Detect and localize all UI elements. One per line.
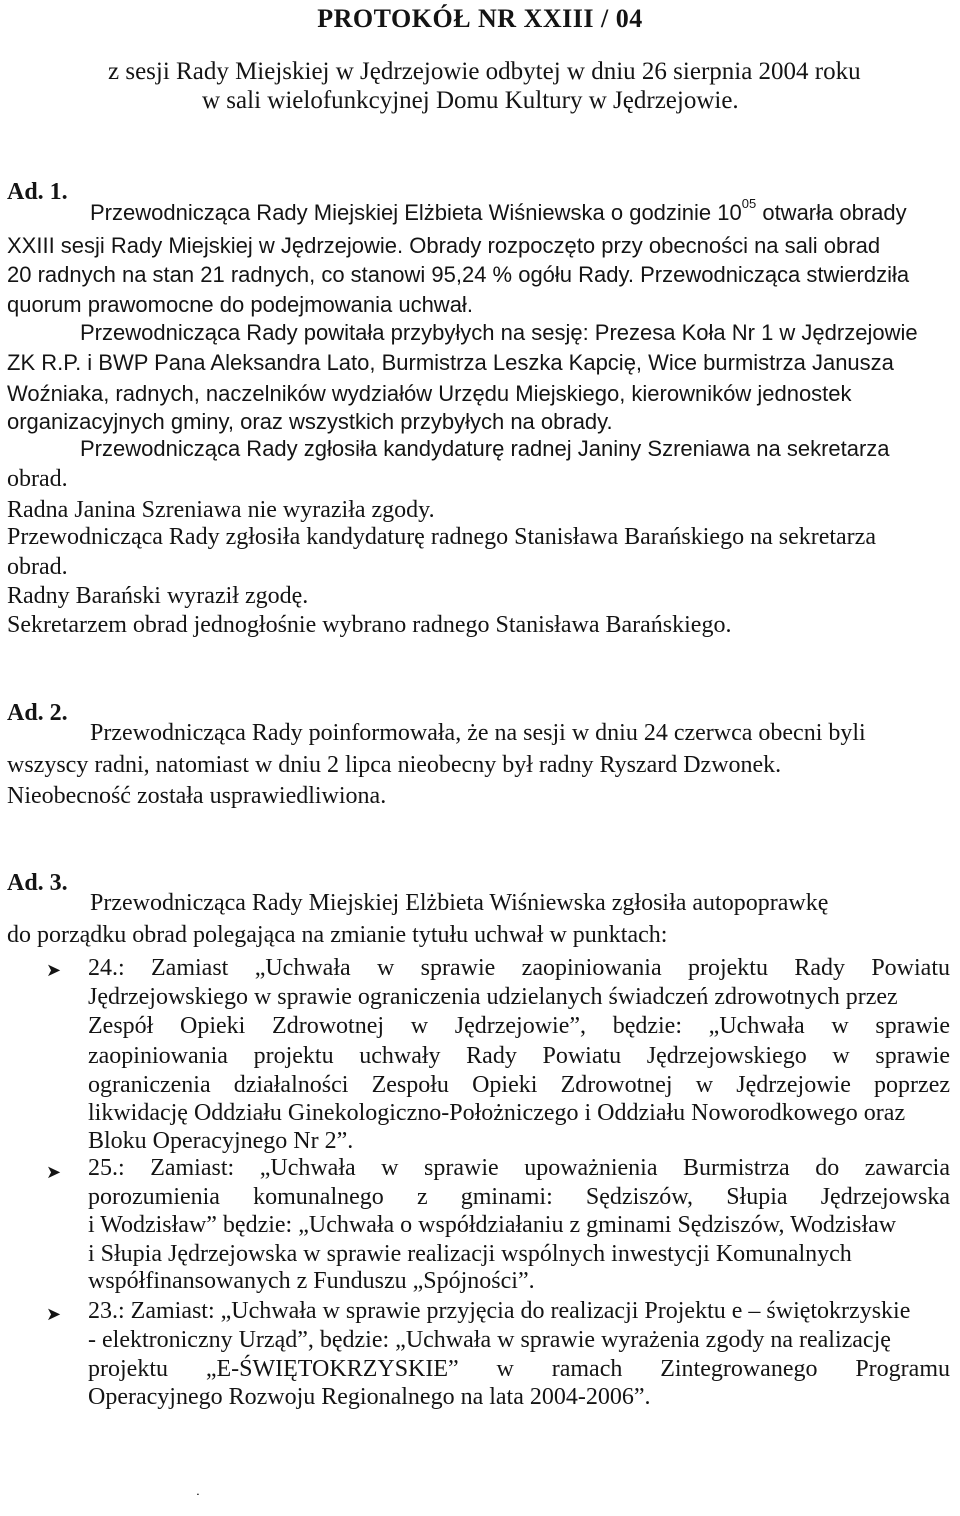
ad3-item-24-text: 24.: Zamiast „Uchwała w sprawie zaopiniowania projektu Rady Powiatu bbox=[88, 955, 950, 981]
ad1-line: Przewodnicząca Rady zgłosiła kandydaturę radnej Janiny Szreniawa na sekretarza bbox=[80, 436, 890, 461]
ad1-line: Przewodnicząca Rady zgłosiła kandydaturę radnego Stanisława Barańskiego na sekretarza bbox=[7, 524, 876, 550]
ad2-line: wszyscy radni, natomiast w dniu 2 lipca nieobecny był radny Ryszard Dzwonek. bbox=[7, 752, 782, 778]
ad3-item-23-line: - elektroniczny Urząd”, będzie: „Uchwała w sprawie wyrażenia zgody na realizację bbox=[88, 1327, 891, 1353]
ad3-item-23-line: Operacyjnego Rozwoju Regionalnego na lata 2004-2006”. bbox=[88, 1384, 651, 1410]
ad1-line: Woźniaka, radnych, naczelników wydziałów Urzędu Miejskiego, kierowników jednostek bbox=[7, 381, 852, 406]
ad3-item-25-line: współfinansowanych z Funduszu „Spójności”. bbox=[88, 1268, 535, 1294]
ad1-line-1-end: otwarła obrady bbox=[756, 200, 907, 225]
ad3-item-23-line bbox=[88, 1356, 950, 1383]
ad1-line: Radny Barański wyraził zgodę. bbox=[7, 583, 309, 609]
ad1-line: Radna Janina Szreniawa nie wyraziła zgody. bbox=[7, 497, 435, 523]
ad1-line: organizacyjnych gminy, oraz wszystkich przybyłych na obrady. bbox=[7, 409, 613, 434]
ad2-line: Przewodnicząca Rady poinformowała, że na sesji w dniu 24 czerwca obecni byli bbox=[90, 720, 866, 746]
ad3-item-24-line: Bloku Operacyjnego Nr 2”. bbox=[88, 1128, 354, 1154]
ad3-item-23-line: 23.: Zamiast: „Uchwała w sprawie przyjęcia do realizacji Projektu e – świętokrzyskie bbox=[88, 1298, 911, 1324]
ad1-line: quorum prawomocne do podejmowania uchwał. bbox=[7, 292, 473, 317]
ad3-item-24-text: ograniczenia działalności Zespołu Opieki Zdrowotnej w Jędrzejowie poprzez bbox=[88, 1072, 950, 1098]
ad3-item-23-text: projektu „E-ŚWIĘTOKRZYSKIE” w ramach Zintegrowanego Programu bbox=[88, 1356, 950, 1382]
ad1-line-1-text: Przewodnicząca Rady Miejskiej Elżbieta Wiśniewska o godzinie 10 bbox=[90, 200, 742, 225]
scan-mark: ˙ bbox=[196, 1492, 202, 1509]
arrow-bullet-icon: ➤ bbox=[46, 1304, 62, 1325]
ad1-line: ZK R.P. i BWP Pana Aleksandra Lato, Burmistrza Leszka Kapcię, Wice burmistrza Janusza bbox=[7, 350, 894, 375]
ad3-item-25-line bbox=[88, 1184, 950, 1211]
arrow-bullet-icon: ➤ bbox=[46, 1162, 62, 1183]
ad3-item-24-line bbox=[88, 1043, 950, 1070]
ad1-line: 20 radnych na stan 21 radnych, co stanowi 95,24 % ogółu Rady. Przewodnicząca stwierdziła bbox=[7, 262, 910, 287]
ad3-item-25-line bbox=[88, 1155, 950, 1182]
ad3-item-24-text: zaopiniowania projektu uchwały Rady Powiatu Jędrzejowskiego w sprawie bbox=[88, 1043, 950, 1069]
section-heading-ad2: Ad. 2. bbox=[7, 700, 68, 726]
ad1-line: obrad. bbox=[7, 554, 68, 580]
ad3-item-25-line: i Wodzisław” będzie: „Uchwała o współdziałaniu z gminami Sędziszów, Wodzisław bbox=[88, 1212, 897, 1238]
ad1-line: Sekretarzem obrad jednogłośnie wybrano radnego Stanisława Barańskiego. bbox=[7, 612, 732, 638]
ad3-intro-line: do porządku obrad polegająca na zmianie tytułu uchwał w punktach: bbox=[7, 922, 668, 948]
ad1-line: Przewodnicząca Rady powitała przybyłych na sesję: Prezesa Koła Nr 1 w Jędrzejowie bbox=[80, 320, 918, 345]
ad3-item-24-line: likwidację Oddziału Ginekologiczno-Położniczego i Oddziału Noworodkowego oraz bbox=[88, 1100, 906, 1126]
ad3-item-25-text: porozumienia komunalnego z gminami: Sędziszów, Słupia Jędrzejowska bbox=[88, 1184, 950, 1210]
ad1-line-1 bbox=[90, 195, 907, 226]
ad3-item-24-line: Jędrzejowskiego w sprawie ograniczenia udzielanych świadczeń zdrowotnych przez bbox=[88, 984, 898, 1010]
arrow-bullet-icon: ➤ bbox=[46, 960, 62, 981]
ad1-line: obrad. bbox=[7, 466, 68, 492]
ad3-item-24-line bbox=[88, 1013, 950, 1040]
ad3-item-24-text: Zespół Opieki Zdrowotnej w Jędrzejowie”, będzie: „Uchwała w sprawie bbox=[88, 1013, 950, 1039]
ad3-item-24-line bbox=[88, 1072, 950, 1099]
document-title: PROTOKÓŁ NR XXIII / 04 bbox=[317, 4, 643, 33]
ad3-item-25-line: i Słupia Jędrzejowska w sprawie realizacji wspólnych inwestycji Komunalnych bbox=[88, 1241, 852, 1267]
ad3-intro-line: Przewodnicząca Rady Miejskiej Elżbieta Wiśniewska zgłosiła autopoprawkę bbox=[90, 890, 829, 916]
subtitle-line-2: w sali wielofunkcyjnej Domu Kultury w Jędrzejowie. bbox=[202, 87, 739, 114]
section-heading-ad3: Ad. 3. bbox=[7, 870, 68, 896]
ad3-item-25-text: 25.: Zamiast: „Uchwała w sprawie upoważnienia Burmistrza do zawarcia bbox=[88, 1155, 950, 1181]
ad3-item-24-line bbox=[88, 955, 950, 982]
ad2-line: Nieobecność została usprawiedliwiona. bbox=[7, 783, 387, 809]
section-heading-ad1: Ad. 1. bbox=[7, 179, 68, 205]
ad1-time-superscript: 05 bbox=[741, 195, 757, 211]
ad1-line: XXIII sesji Rady Miejskiej w Jędrzejowie. Obrady rozpoczęto przy obecności na sali obrad bbox=[7, 233, 881, 258]
subtitle-line-1: z sesji Rady Miejskiej w Jędrzejowie odbytej w dniu 26 sierpnia 2004 roku bbox=[108, 58, 861, 85]
